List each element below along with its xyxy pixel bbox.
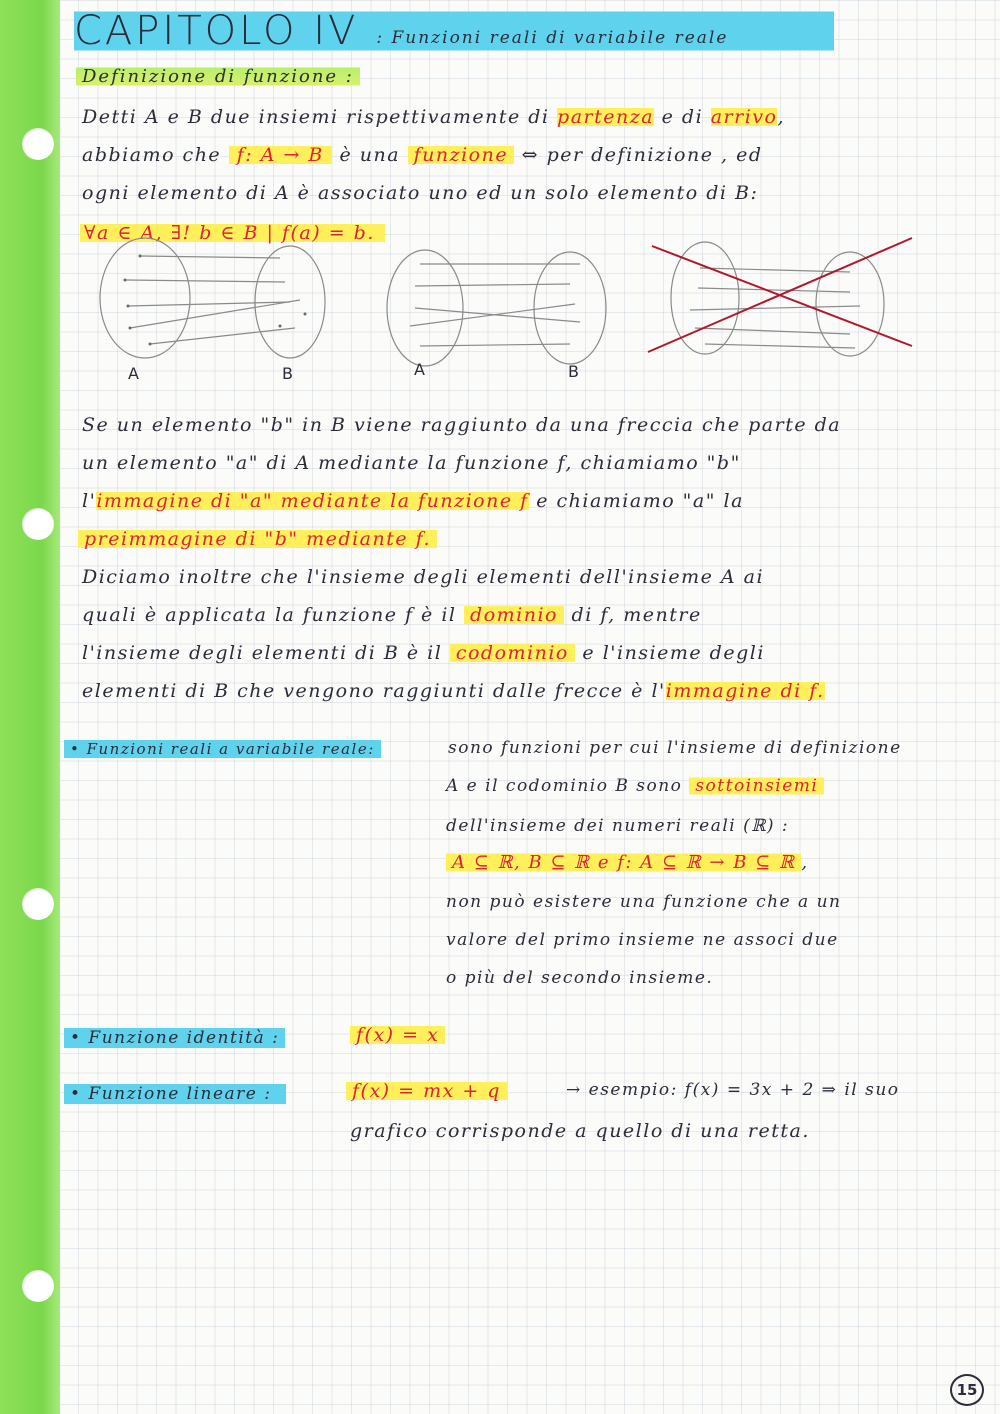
image-para-line-3	[82, 490, 744, 512]
reali-line-3: dell'insieme dei numeri reali (ℝ) :	[446, 816, 790, 836]
identity-formula: f(x) = x	[350, 1024, 445, 1046]
binder-hole	[22, 1270, 54, 1302]
image-para-line-1: Se un elemento "b" in B viene raggiunto da una freccia che parte da	[82, 414, 842, 436]
text-span: e l'insieme degli	[582, 642, 765, 664]
text-span: l'	[82, 490, 97, 512]
text-span: quali è applicata la funzione f è il	[82, 604, 457, 626]
text-span: abbiamo che	[82, 144, 222, 166]
chapter-heading: CAPITOLO IV	[74, 8, 359, 54]
linear-line-2: grafico corrisponde a quello di una retta.	[350, 1120, 810, 1142]
term-dominio: dominio	[464, 604, 564, 626]
term-preimmagine: preimmagine di "b" mediante f.	[78, 528, 437, 550]
definition-line-3: ogni elemento di A è associato uno ed un solo elemento di B:	[82, 182, 759, 204]
term-funzione: funzione	[408, 144, 515, 166]
text-span: elementi di B che vengono raggiunti dalle frecce è l'	[82, 680, 666, 702]
linear-formula: f(x) = mx + q	[346, 1080, 507, 1102]
text-span: ,	[777, 106, 785, 128]
binder-hole	[22, 128, 54, 160]
heading-funzione-identita: • Funzione identità :	[64, 1026, 285, 1050]
heading-funzioni-reali: • Funzioni reali a variabile reale:	[64, 738, 381, 760]
reali-line-2	[446, 776, 824, 796]
term-sottoinsiemi: sottoinsiemi	[689, 776, 824, 796]
heading-funzione-lineare: • Funzione lineare :	[64, 1082, 286, 1106]
text-span: e di	[661, 106, 704, 128]
linear-example: → esempio: f(x) = 3x + 2 ⇒ il suo	[566, 1080, 900, 1100]
domain-para-line-4	[82, 680, 825, 702]
definition-formula: ∀a ∈ A, ∃! b ∈ B | f(a) = b.	[80, 222, 385, 244]
page-number: 15	[950, 1374, 984, 1406]
mapping-diagrams	[80, 236, 920, 386]
term-immagine: immagine di "a" mediante la funzione f	[96, 490, 529, 512]
reali-line-4	[446, 852, 809, 873]
text-span: è una	[339, 144, 401, 166]
set-a-label: A	[128, 364, 139, 383]
set-b-label: B	[568, 362, 579, 381]
domain-para-line-2	[82, 604, 702, 626]
term-arrivo: arrivo	[710, 106, 778, 128]
chapter-subtitle: : Funzioni reali di variabile reale	[376, 28, 729, 48]
domain-para-line-1: Diciamo inoltre che l'insieme degli elementi dell'insieme A ai	[82, 566, 765, 588]
image-para-line-2: un elemento "a" di A mediante la funzione f, chiamiamo "b"	[82, 452, 741, 474]
definition-line-2	[82, 144, 763, 166]
binder-hole	[22, 508, 54, 540]
chapter-title	[74, 8, 834, 54]
definition-title: Definizione di funzione :	[76, 66, 360, 87]
cross-out-mark	[648, 238, 912, 352]
reali-line-5: non può esistere una funzione che a un	[446, 892, 842, 912]
term-codominio: codominio	[450, 642, 575, 664]
set-b-label: B	[282, 364, 293, 383]
definition-line-1	[82, 106, 785, 128]
subset-formula: A ⊆ ℝ, B ⊆ ℝ e f: A ⊆ ℝ → B ⊆ ℝ	[446, 852, 801, 873]
reali-line-7: o più del secondo insieme.	[446, 968, 714, 988]
binder-hole	[22, 888, 54, 920]
term-immagine-di-f: immagine di f.	[665, 680, 825, 702]
domain-para-line-3	[82, 642, 765, 664]
reali-line-1: sono funzioni per cui l'insieme di definizione	[448, 738, 902, 758]
term-partenza: partenza	[557, 106, 655, 128]
formula-f-a-to-b: f: A → B	[229, 144, 332, 166]
text-span: Detti A e B due insiemi rispettivamente di	[82, 106, 550, 128]
text-span: ,	[801, 852, 809, 873]
set-a-label: A	[414, 360, 425, 379]
text-span: di f, mentre	[571, 604, 702, 626]
text-span: A e il codominio B sono	[446, 776, 683, 796]
text-span: e chiamiamo "a" la	[536, 490, 744, 512]
green-margin-strip	[0, 0, 60, 1414]
text-span: ⇔ per definizione , ed	[521, 144, 763, 166]
text-span: l'insieme degli elementi di B è il	[82, 642, 443, 664]
reali-line-6: valore del primo insieme ne associ due	[446, 930, 839, 950]
